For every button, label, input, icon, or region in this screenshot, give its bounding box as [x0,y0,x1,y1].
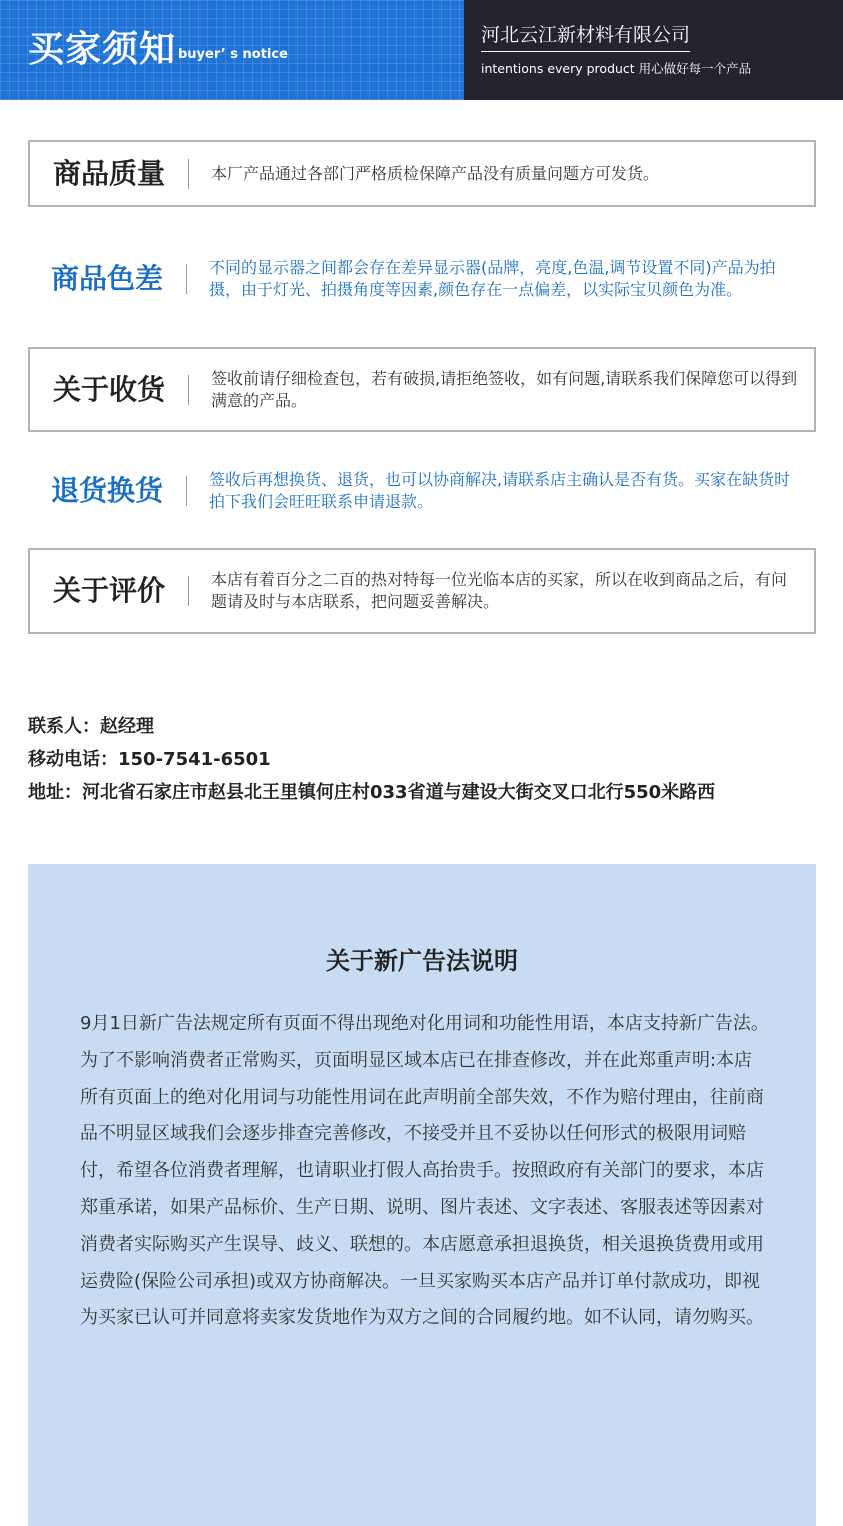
page-header [0,0,843,100]
ad-law-statement [28,864,816,1526]
contact-address: 地址：河北省石家庄市赵县北王里镇何庄村033省道与建设大街交叉口北行550米路西 [28,782,716,803]
page-title: 买家须知 [28,29,177,70]
contact-info [28,710,828,809]
company-name: 河北云江新材料有限公司 [481,22,690,52]
notice-reviews [28,548,816,634]
ad-law-title: 关于新广告法说明 [326,947,518,975]
header-banner-right [464,0,843,100]
notice-text: 本店有着百分之二百的热对特每一位光临本店的买家，所以在收到商品之后，有问题请及时与本店联系，把问题妥善解决。 [211,570,788,611]
notice-title: 退货换货 [50,474,163,507]
notice-title: 关于评价 [52,574,165,607]
ad-law-body: 9月1日新广告法规定所有页面不得出现绝对化用词和功能性用语，本店支持新广告法。为了不影响消费者正常购买，页面明显区域本店已在排查修改，并在此郑重声明:本店所有页面上的绝对化用词与功能性用词在此声明前全部失效，不作为赔付理由，往前商品不明显区域我们会逐步排查完善修改，不接受并且不妥协以任何形式的极限用词赔付，希望各位消费者理解，也请职业打假人高抬贵手。按照政府有关部门的要求，本店郑重承诺，如果产品标价、生产日期、说明、图片表述、文字表述、客服表述等因素对消费者实际购买产生误导、歧义、联想的。本店愿意承担退换货，相关退换货费用或用运费险(保险公司承担)或双方协商解决。一旦买家购买本店产品并订单付款成功，即视为买家已认可并同意将卖家发货地作为双方之间的合同履约地。如不认同，请勿购买。 [80,1013,769,1329]
contact-person: 联系人：赵经理 [28,716,154,737]
notice-title: 商品质量 [52,156,165,190]
notice-text: 签收后再想换货、退货，也可以协商解决,请联系店主确认是否有货。买家在缺货时拍下我们会旺旺联系申请退款。 [209,470,791,511]
company-tagline: intentions every product 用心做好每一个产品 [481,61,752,76]
notice-color-difference [28,238,816,320]
notice-title: 商品色差 [50,262,163,295]
contact-phone: 移动电话：150-7541-6501 [28,749,271,770]
notice-title: 关于收货 [52,372,165,406]
notice-returns [28,460,816,522]
notice-text: 本厂产品通过各部门严格质检保障产品没有质量问题方可发货。 [211,163,660,183]
notice-text: 不同的显示器之间都会存在差异显示器(品牌，亮度,色温,调节设置不同)产品为拍摄，由于灯光、拍摄角度等因素,颜色存在一点偏差，以实际宝贝颜色为准。 [209,258,776,299]
notice-receiving [28,347,816,432]
header-banner-left [0,0,464,100]
page-subtitle: buyer’ s notice [178,47,288,62]
notice-text: 签收前请仔细检查包，若有破损,请拒绝签收，如有问题,请联系我们保障您可以得到满意的产品。 [211,368,798,410]
notice-quality [28,140,816,207]
